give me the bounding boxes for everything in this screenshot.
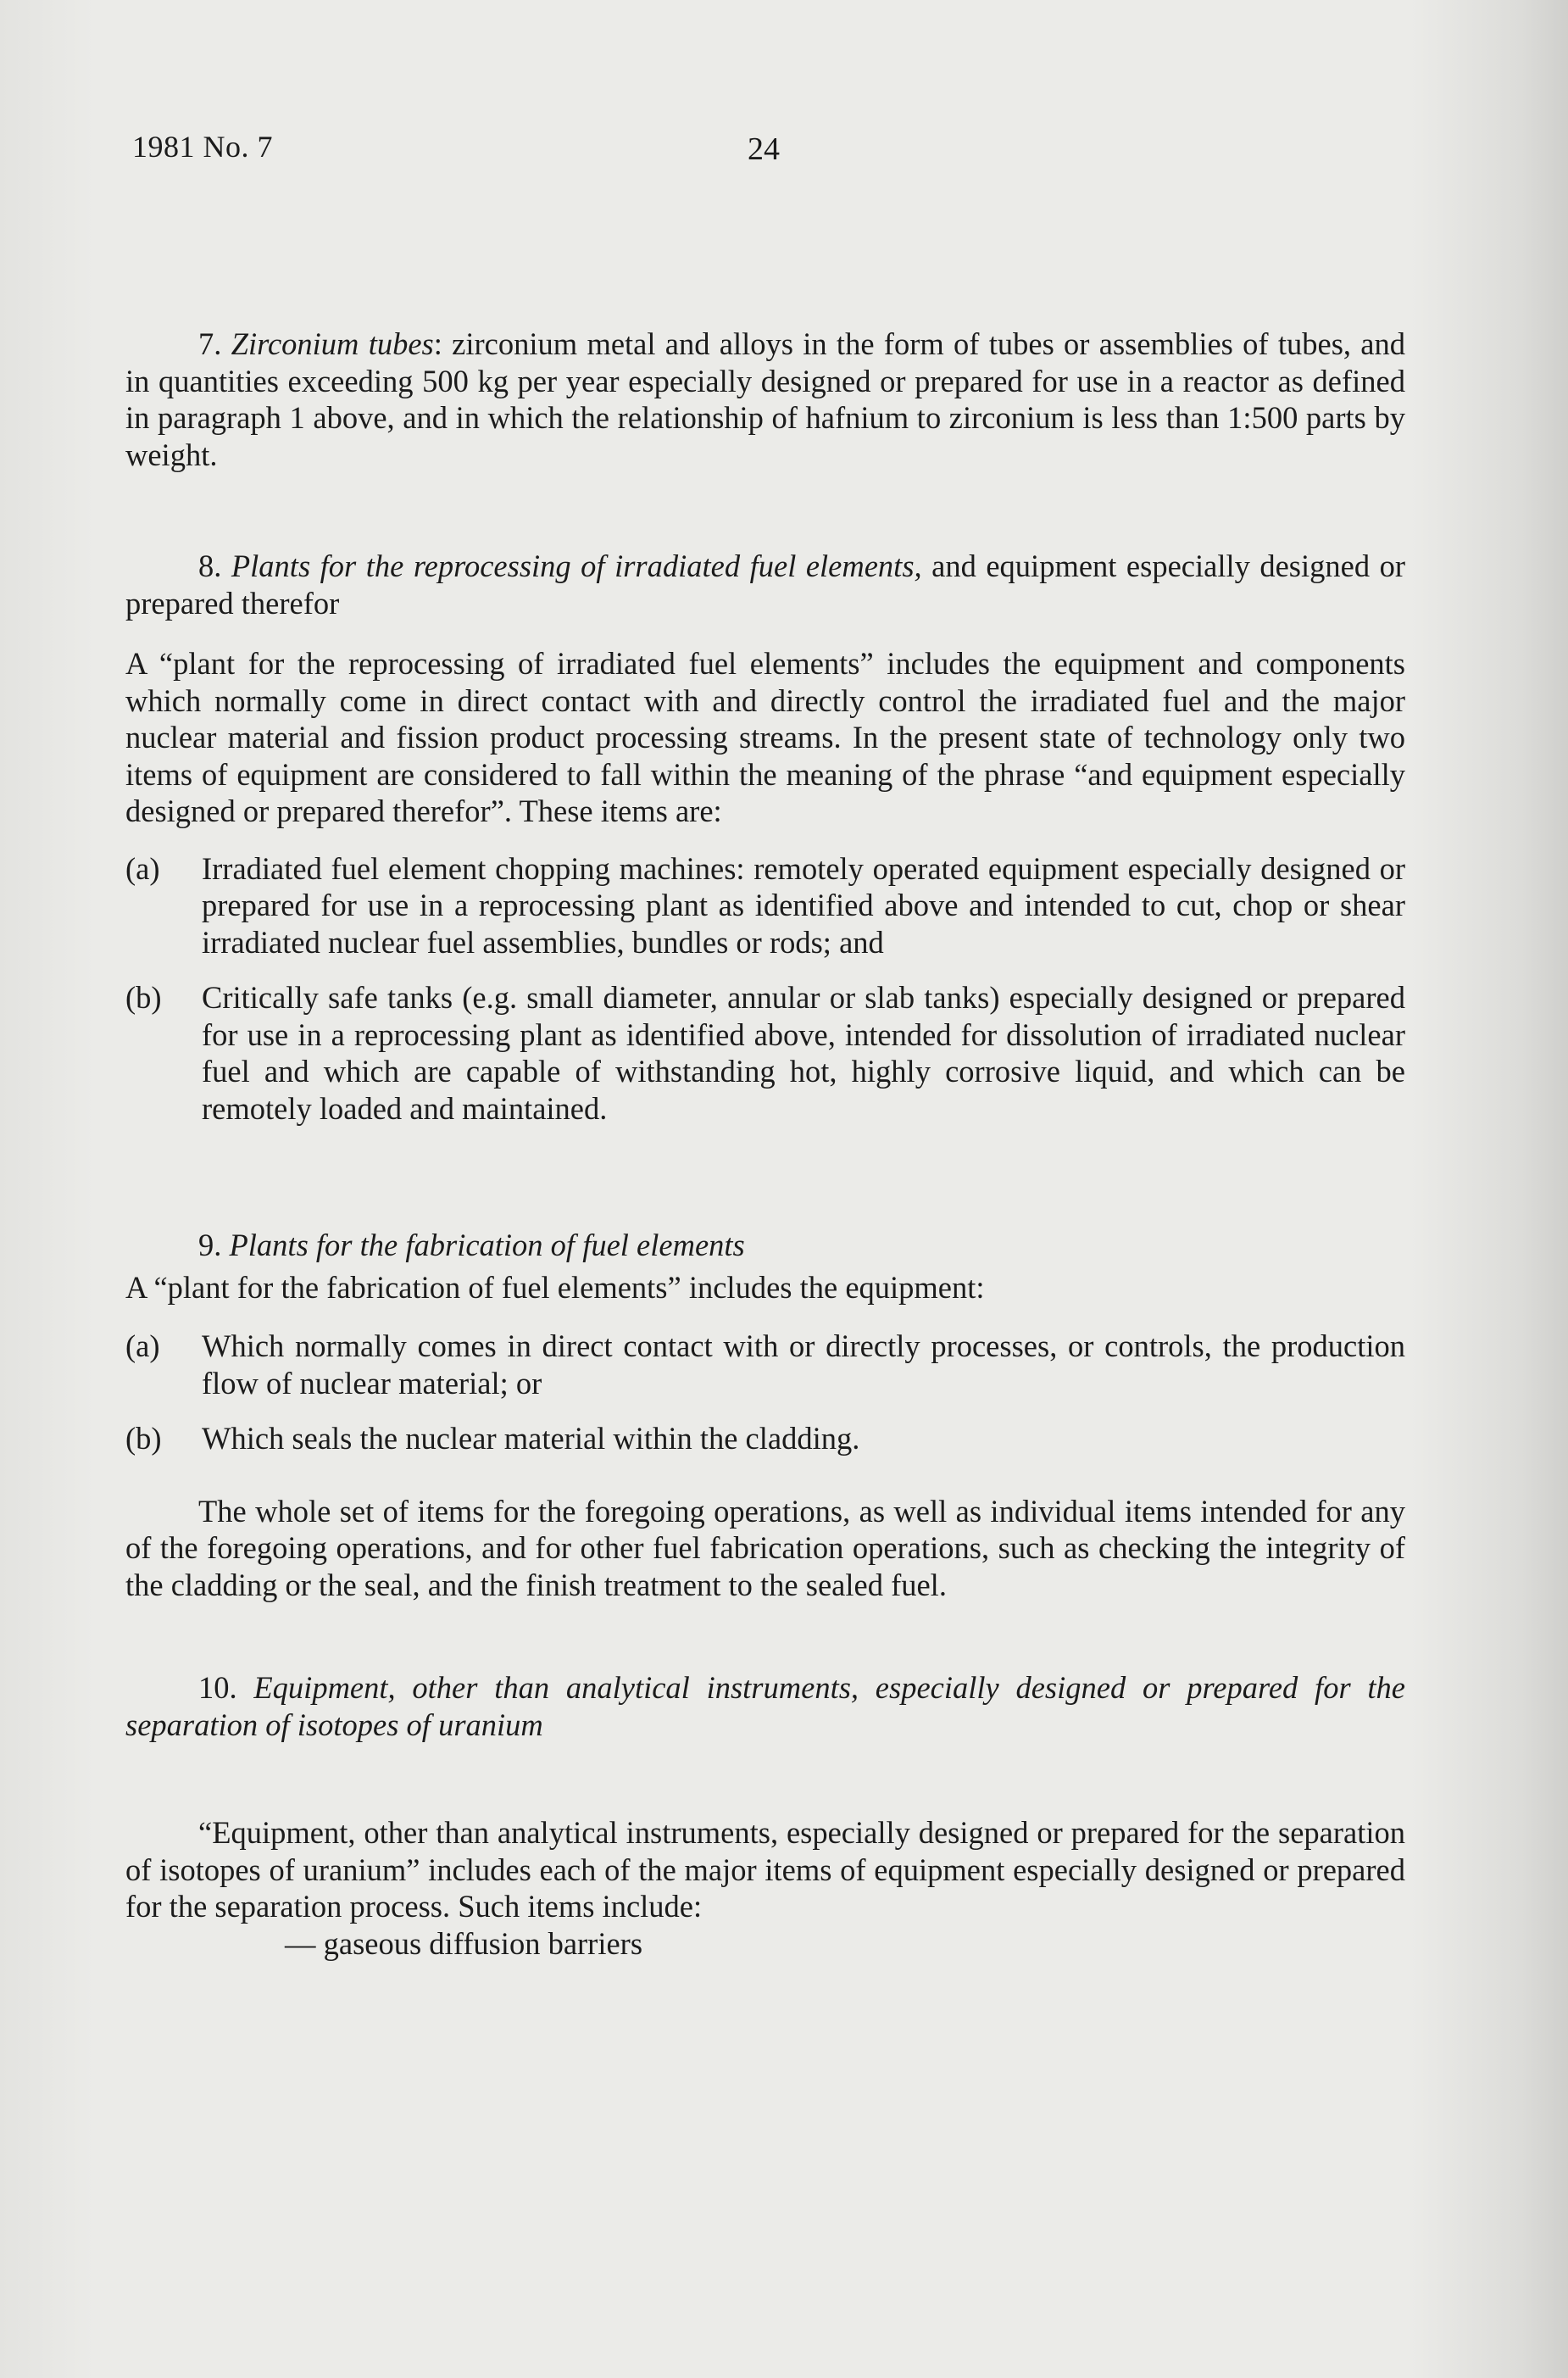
item-text: Which normally comes in direct contact with or directly processes, or controls, the production flow of nuclear material; or <box>202 1328 1405 1401</box>
page-number: 24 <box>748 131 780 167</box>
section-9-intro: A “plant for the fabrication of fuel elements” includes the equipment: <box>125 1269 985 1305</box>
section-9-number: 9. <box>198 1228 222 1262</box>
section-10-text: “Equipment, other than analytical instruments, especially designed or prepared for the separation of isotopes of uranium” includes each of the major items of equipment especially designed or prepared for the separation process. Such items include: <box>125 1815 1405 1924</box>
section-9-heading: Plants for the fabrication of fuel elements <box>229 1228 745 1262</box>
section-8-item-b <box>125 979 1405 1127</box>
section-10-list-item: — gaseous diffusion barriers <box>285 1925 643 1961</box>
section-7-text: : zirconium metal and alloys in the form of tubes or assemblies of tubes, and in quantities exceeding 500 kg per year especially designed or prepared for use in a reactor as defined in paragraph 1 above, and in which the relationship of hafnium to zirconium is less than 1:500 parts by weight. <box>125 326 1406 472</box>
section-8-heading: Plants for the reprocessing of irradiated fuel elements, <box>231 549 922 583</box>
document-reference: 1981 No. 7 <box>132 130 273 164</box>
section-9-heading-line <box>125 1227 1405 1264</box>
section-8-number: 8. <box>198 549 222 583</box>
section-9-closing: The whole set of items for the foregoing operations, as well as individual items intended for any of the foregoing operations, and for other fuel fabrication operations, such as checking the integrity of the cladding or the seal, and the finish treatment to the sealed fuel. <box>125 1493 1405 1602</box>
section-8-heading-line <box>125 548 1405 621</box>
section-9-item-a <box>125 1328 1405 1401</box>
item-text: Critically safe tanks (e.g. small diameter, annular or slab tanks) especially designed or prepared for use in a reprocessing plant as identified above, intended for dissolution of irradiated nuclear fuel and which are capable of withstanding hot, highly corrosive liquid, and which can be remotely loaded and maintained. <box>202 980 1405 1126</box>
section-7 <box>125 326 1405 473</box>
section-8-heading-rest: and equipment especially designed or prepared therefor <box>125 549 1405 621</box>
section-10-number: 10. <box>198 1670 237 1705</box>
section-8-intro: A “plant for the reprocessing of irradiated fuel elements” includes the equipment and components which normally come in direct contact with and directly control the irradiated fuel and the major nuclear material and fission product processing streams. In the present state of technology only two items of equipment are considered to fall within the meaning of the phrase “and equipment especially designed or prepared therefor”. These items are: <box>125 646 1405 828</box>
item-label: (b) <box>125 1421 162 1456</box>
section-9-item-b <box>125 1420 1405 1457</box>
section-10-heading-line <box>125 1669 1405 1743</box>
item-label: (b) <box>125 980 162 1015</box>
item-label: (a) <box>125 1328 160 1363</box>
item-text: Which seals the nuclear material within the cladding. <box>202 1421 860 1456</box>
item-text: Irradiated fuel element chopping machines: remotely operated equipment especially designed or prepared for use in a reprocessing plant as identified above and intended to cut, chop or shear irradiated nuclear fuel assemblies, bundles or rods; and <box>202 850 1405 960</box>
item-label: (a) <box>125 850 160 886</box>
document-body <box>125 326 1405 1962</box>
section-7-heading: Zirconium tubes <box>231 326 434 361</box>
section-8-item-a <box>125 850 1405 961</box>
section-10-heading: Equipment, other than analytical instruments, especially designed or prepared for the separation of isotopes of uranium <box>125 1670 1405 1742</box>
section-7-number: 7. <box>198 326 222 361</box>
